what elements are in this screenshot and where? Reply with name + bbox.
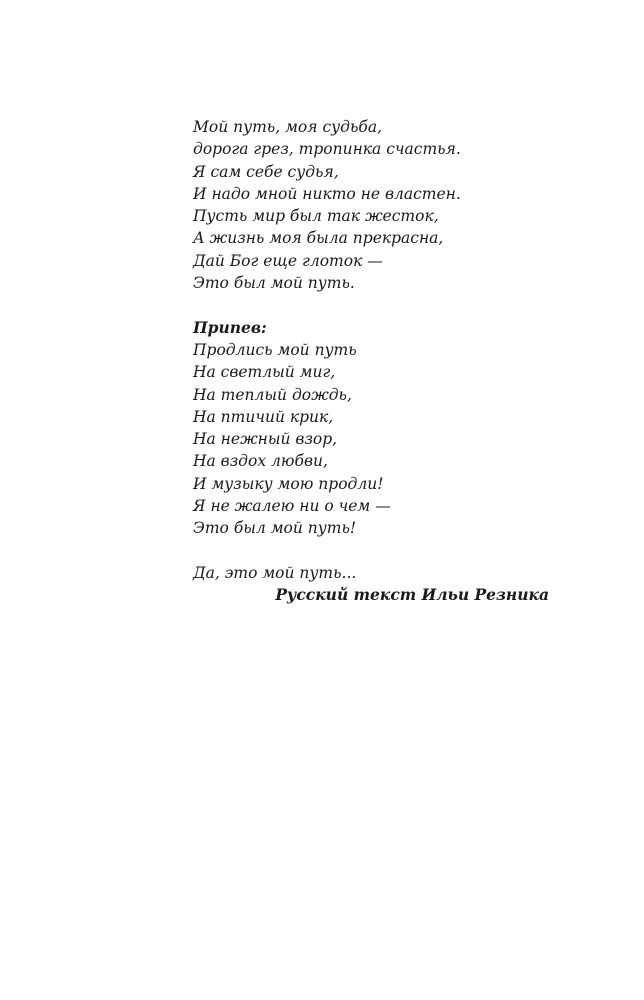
chorus-line: Я не жалею ни о чем — [193,497,391,516]
verse-line: Пусть мир был так жесток, [193,207,439,226]
chorus-line: На нежный взор, [193,430,338,449]
closing-line: Да, это мой путь... [193,563,357,582]
verse-1 [193,116,593,294]
chorus [193,317,593,540]
chorus-label: Припев: [193,317,267,337]
chorus-line: Это был мой путь! [193,519,357,538]
verse-line: Это был мой путь. [193,274,355,293]
verse-line: Я сам себе судья, [193,162,339,181]
attribution: Русский текст Ильи Резника [275,585,549,604]
verse-line: Дай Бог еще глоток — [193,251,383,270]
verse-line: Мой путь, моя судьба, [193,118,383,136]
poem-text [193,116,593,584]
chorus-line: На светлый миг, [193,363,336,382]
chorus-line: На птичий крик, [193,407,334,426]
chorus-line: На теплый дождь, [193,385,352,404]
verse-line: дорога грез, тропинка счастья. [193,140,461,159]
chorus-line: Продлись мой путь [193,340,357,359]
stanza-gap [193,294,593,316]
chorus-line: На вздох любви, [193,452,328,471]
chorus-line: И музыку мою продли! [193,474,384,493]
verse-line: А жизнь моя была прекрасна, [193,229,444,248]
verse-line: И надо мной никто не властен. [193,184,461,203]
stanza-gap [193,540,593,562]
